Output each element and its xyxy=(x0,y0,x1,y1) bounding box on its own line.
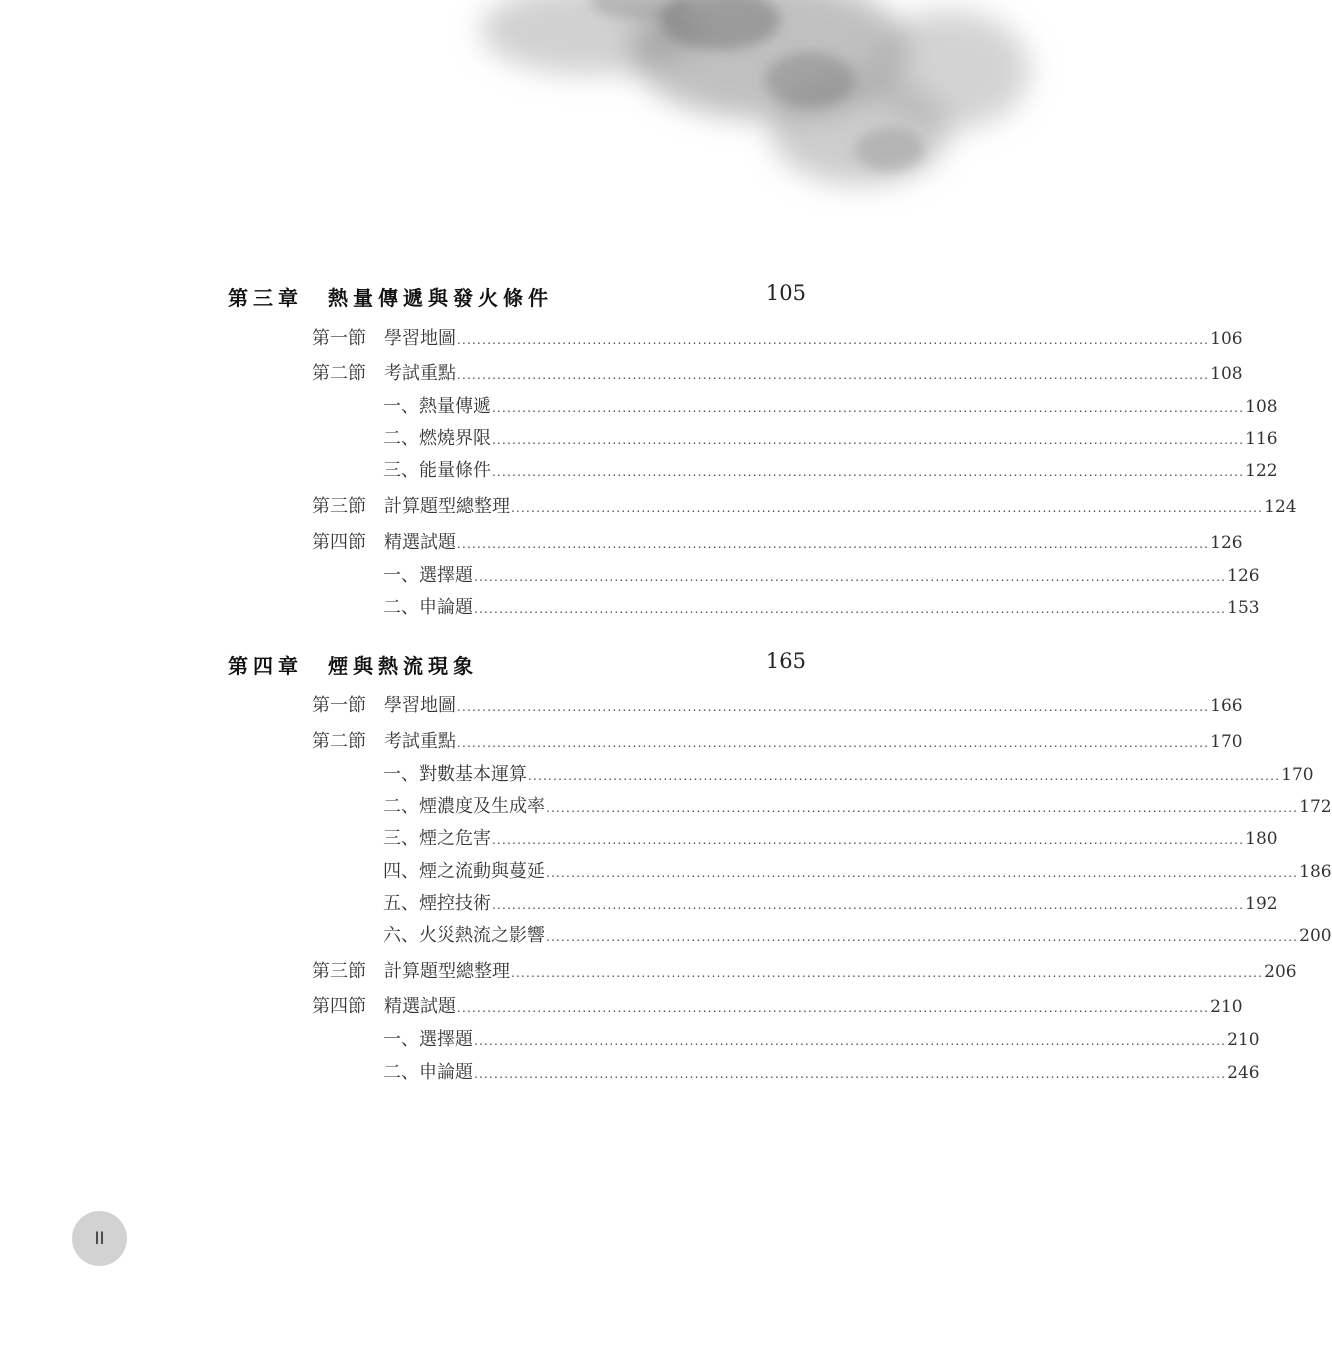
toc-entry-page: 122 xyxy=(1245,461,1278,481)
toc-entry-label: 第四節 精選試題 xyxy=(312,532,456,553)
toc-entry-label: 第一節 學習地圖 xyxy=(312,328,456,349)
toc-entry-label: 第四節 精選試題 xyxy=(312,996,456,1017)
toc-entry-page: 108 xyxy=(1245,397,1278,417)
dot-leader: ...................................................................................................................................................... xyxy=(546,930,1299,944)
toc-entry-page: 170 xyxy=(1210,732,1243,752)
dot-leader: ...................................................................................................................................................... xyxy=(457,333,1210,347)
toc-entry-page: 186 xyxy=(1299,862,1332,882)
toc-entry[interactable] xyxy=(383,1025,1260,1051)
toc-entry-page: 170 xyxy=(1281,765,1314,785)
toc-entry[interactable] xyxy=(383,424,1278,450)
toc-entry-label: 三、煙之危害 xyxy=(383,828,491,849)
chapter-title: 第三章 熱量傳遞與發火條件 xyxy=(228,286,553,310)
toc-entry[interactable] xyxy=(383,857,1332,883)
dot-leader: ...................................................................................................................................................... xyxy=(546,801,1299,815)
dot-leader: ...................................................................................................................................................... xyxy=(492,433,1245,447)
toc-entry[interactable] xyxy=(383,921,1332,947)
toc-entry-page: 108 xyxy=(1210,364,1243,384)
toc-entry[interactable] xyxy=(383,456,1278,482)
toc-entry[interactable] xyxy=(312,324,1243,350)
dot-leader: ...................................................................................................................................................... xyxy=(546,866,1299,880)
dot-leader: ...................................................................................................................................................... xyxy=(457,1001,1210,1015)
toc-entry-label: 第二節 考試重點 xyxy=(312,363,456,384)
toc-entry[interactable] xyxy=(312,727,1243,753)
toc-entry-label: 四、煙之流動與蔓延 xyxy=(383,861,545,882)
toc-entry-label: 五、煙控技術 xyxy=(383,893,491,914)
toc-entry-page: 172 xyxy=(1299,797,1332,817)
dot-leader: ...................................................................................................................................................... xyxy=(492,401,1245,415)
dot-leader: ...................................................................................................................................................... xyxy=(474,1067,1227,1081)
toc-entry[interactable] xyxy=(312,359,1243,385)
toc-entry-page: 124 xyxy=(1264,497,1297,517)
dot-leader: ...................................................................................................................................................... xyxy=(492,833,1245,847)
dot-leader: ...................................................................................................................................................... xyxy=(511,501,1264,515)
toc-entry-label: 二、申論題 xyxy=(383,1062,473,1083)
dot-leader: ...................................................................................................................................................... xyxy=(511,966,1264,980)
toc-entry[interactable] xyxy=(383,1058,1260,1084)
toc-entry[interactable] xyxy=(383,593,1260,619)
dot-leader: ...................................................................................................................................................... xyxy=(457,736,1210,750)
toc-entry[interactable] xyxy=(383,561,1260,587)
dot-leader: ...................................................................................................................................................... xyxy=(492,898,1245,912)
toc-entry-page: 126 xyxy=(1227,566,1260,586)
toc-entry-label: 一、對數基本運算 xyxy=(383,764,527,785)
chapter-heading[interactable] xyxy=(228,282,806,312)
toc-entry-label: 一、選擇題 xyxy=(383,1029,473,1050)
dot-leader: ...................................................................................................................................................... xyxy=(474,1034,1227,1048)
toc-entry-page: 166 xyxy=(1210,696,1243,716)
toc-entry-page: 126 xyxy=(1210,533,1243,553)
page-number-badge xyxy=(72,1211,127,1266)
toc-entry-label: 第二節 考試重點 xyxy=(312,731,456,752)
dot-leader: ...................................................................................................................................................... xyxy=(457,368,1210,382)
dot-leader: ...................................................................................................................................................... xyxy=(474,570,1227,584)
toc-entry[interactable] xyxy=(383,392,1278,418)
toc-entry-page: 200 xyxy=(1299,926,1332,946)
toc-entry[interactable] xyxy=(383,792,1332,818)
toc-entry-page: 153 xyxy=(1227,598,1260,618)
toc-entry-label: 一、選擇題 xyxy=(383,565,473,586)
dot-leader: ...................................................................................................................................................... xyxy=(474,602,1227,616)
toc-entry[interactable] xyxy=(312,992,1243,1018)
chapter-heading[interactable] xyxy=(228,650,806,680)
toc-entry-page: 206 xyxy=(1264,962,1297,982)
chapter-page-number: 165 xyxy=(765,649,806,673)
toc-entry[interactable] xyxy=(312,691,1243,717)
toc-entry-label: 第一節 學習地圖 xyxy=(312,695,456,716)
toc-entry[interactable] xyxy=(383,889,1278,915)
toc-entry-page: 210 xyxy=(1210,997,1243,1017)
toc-entry-label: 二、燃燒界限 xyxy=(383,428,491,449)
chapter-page-number: 105 xyxy=(765,281,806,305)
toc-entry-label: 第三節 計算題型總整理 xyxy=(312,961,510,982)
toc-entry-label: 二、申論題 xyxy=(383,597,473,618)
dot-leader: ...................................................................................................................................................... xyxy=(457,537,1210,551)
toc-entry[interactable] xyxy=(312,492,1297,518)
smoke-decoration xyxy=(470,0,1030,220)
page-number: II xyxy=(94,1228,105,1249)
toc-entry-label: 六、火災熱流之影響 xyxy=(383,925,545,946)
toc-entry-page: 106 xyxy=(1210,329,1243,349)
toc-entry-page: 180 xyxy=(1245,829,1278,849)
toc-entry-label: 一、熱量傳遞 xyxy=(383,396,491,417)
toc-entry[interactable] xyxy=(312,957,1297,983)
dot-leader: ...................................................................................................................................................... xyxy=(457,700,1210,714)
toc-entry-page: 116 xyxy=(1245,429,1278,449)
toc-entry-page: 246 xyxy=(1227,1063,1260,1083)
dot-leader: ...................................................................................................................................................... xyxy=(492,465,1245,479)
toc-entry-label: 三、能量條件 xyxy=(383,460,491,481)
chapter-title: 第四章 煙與熱流現象 xyxy=(228,654,478,678)
toc-entry-label: 第三節 計算題型總整理 xyxy=(312,496,510,517)
toc-entry-page: 210 xyxy=(1227,1030,1260,1050)
toc-entry-label: 二、煙濃度及生成率 xyxy=(383,796,545,817)
toc-entry[interactable] xyxy=(383,760,1314,786)
toc-entry-page: 192 xyxy=(1245,894,1278,914)
toc-entry[interactable] xyxy=(383,824,1278,850)
toc-entry[interactable] xyxy=(312,528,1243,554)
dot-leader: ...................................................................................................................................................... xyxy=(528,769,1281,783)
